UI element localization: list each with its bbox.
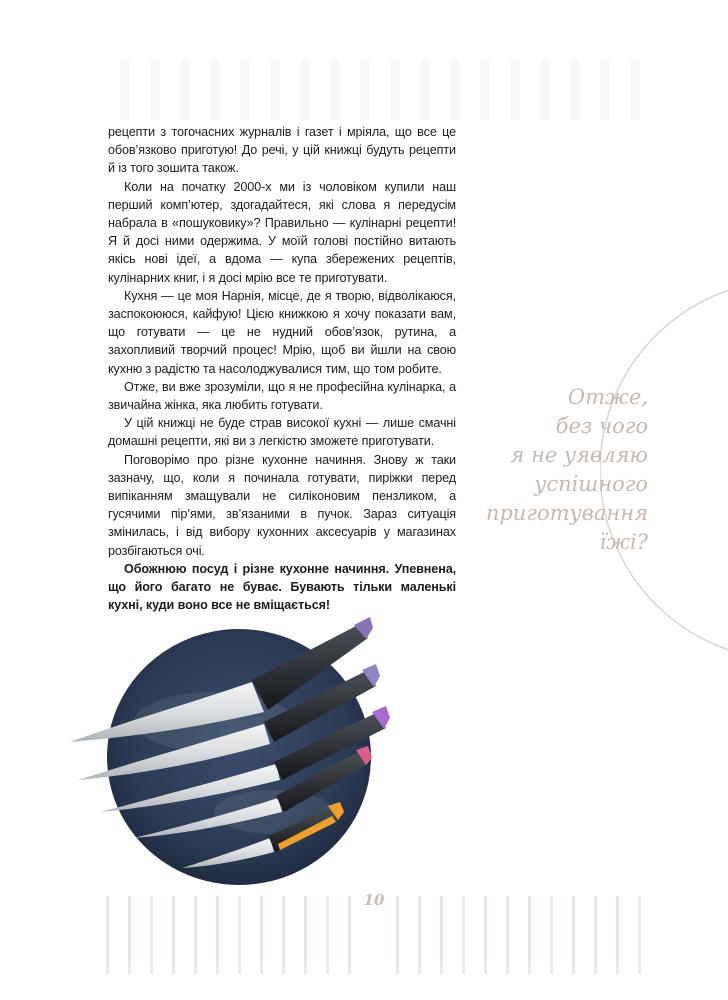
paragraph-2: Коли на початку 2000-х ми із чоловіком купили наш перший комп’ютер, здогадайтеся, які слова я передусім набрала в «пошуковику»? Правильно — кулінарні рецепти! Я й досі ними одержима. У моїй голові постійно витають якісь нові ідеї, а вдома — купа збережених рецептів, кулінарних книг, і я досі мрію все те приготувати. <box>108 179 456 285</box>
quote-line-1: Отже, <box>567 385 648 409</box>
paragraph-4: Отже, ви вже зрозуміли, що я не професійна кулінарка, а звичайна жінка, яка любить готувати. <box>108 379 456 413</box>
paragraph-3: Кухня — це моя Нарнія, місце, де я творю, відволікаюся, заспокоююся, кайфую! Цією книжкою я хочу показати вам, що готувати — це не нудний обов’язок, рутина, а захопливий творчий процес! Мрію, щоб ви йшли на свою кухню з радістю та насолоджувалися тим, що том робите. <box>108 288 456 376</box>
top-decorative-stripes <box>110 60 670 120</box>
quote-line-2: без чого <box>555 414 648 438</box>
slate-board <box>107 629 371 885</box>
paragraph-6: Поговорімо про різне кухонне начиння. Знову ж таки зазначу, що, коли я починала готувати, пиріжки перед випіканням змащували не силіконовим пензликом, а гусячими пір’ями, зв’язаними в пучок. Зараз ситуація змінилась, і від вибору кухонних аксесуарів у магазинах розбігаються очі. <box>108 452 456 558</box>
paragraph-5: У цій книжці не буде страв високої кухні — лише смачні домашні рецепти, які ви з легкістю зможете приготувати. <box>108 416 456 449</box>
pull-quote <box>470 383 648 557</box>
body-text-column <box>108 123 456 614</box>
quote-line-4: успішного <box>534 472 648 496</box>
paragraph-7: Обожнюю посуд і різне кухонне начиння. Упевнена, що його багато не буває. Бувають тільки маленькі кухні, куди воно все не вміщається! <box>108 561 456 613</box>
quote-line-3: я не уявляю <box>510 443 648 467</box>
quote-line-5: приготування <box>485 501 648 525</box>
knives-illustration <box>64 612 404 892</box>
page-number: 10 <box>363 891 385 909</box>
paragraph-1: рецепти з тогочасних журналів і газет і мріяла, що все це обов’язково приготую! До речі, у цій книжці будуть рецепти й із того зошита також. <box>108 125 456 176</box>
quote-line-6: їжі? <box>599 530 648 554</box>
